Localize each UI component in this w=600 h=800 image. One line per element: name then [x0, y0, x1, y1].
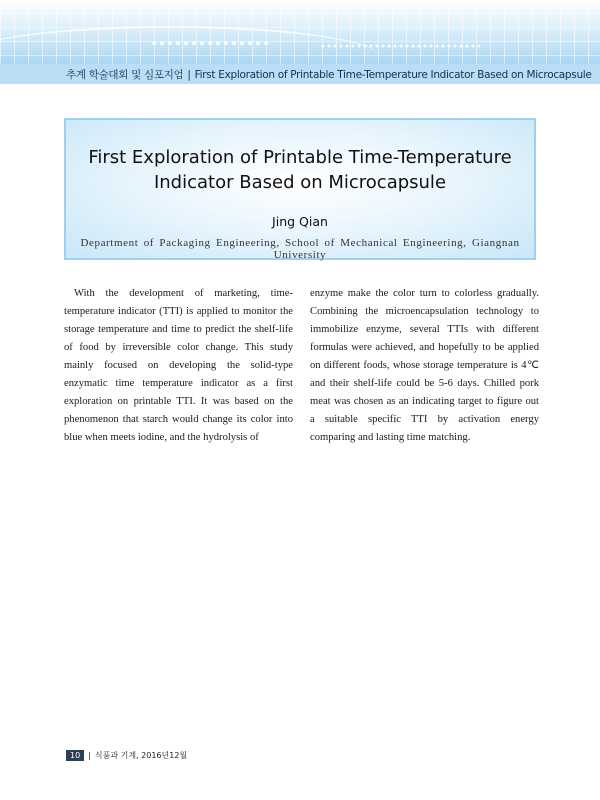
page-footer	[66, 748, 187, 762]
abstract-column-right: enzyme make the color turn to colorless gradually. Combining the microencapsulation technology to immobilize enzyme, several TTIs with different formulas were achieved, and hopefully to be applied on different foods, whose storage temperature is 4℃ and their shelf-life could be 5-6 days. Chilled pork meat was chosen as an indicating target to figure out a suitable specific TTI by activation energy comparing and lasting time matching.	[310, 288, 539, 443]
paper-title-line-2: Indicator Based on Microcapsule	[153, 172, 447, 193]
banner-dots-secondary	[320, 44, 480, 48]
footer-separator: |	[88, 750, 91, 760]
banner-dots	[150, 40, 270, 46]
page-number: 10	[66, 750, 84, 761]
header-english-title: First Exploration of Printable Time-Temperature Indicator Based on Microcapsule	[194, 68, 592, 81]
abstract-column-left: With the development of marketing, time-temperature indicator (TTI) is applied to monitor the storage temperature and time to predict the shelf-life of food by irreversible color change. This study mainly focused on developing the solid-type enzymatic time temperature indicator as a first exploration on printable TTI. It was based on the phenomenon that starch would change its color into blue when meets iodine, and the hydrolysis of	[64, 288, 293, 443]
author-affiliation: Department of Packaging Engineering, School of Mechanical Engineering, Giangnan University	[80, 237, 520, 261]
title-box	[64, 118, 536, 260]
header-banner	[0, 0, 600, 64]
journal-info: 식품과 기계, 2016년12월	[94, 750, 188, 760]
author-name: Jing Qian	[272, 214, 328, 229]
header-korean-title: 추계 학술대회 및 심포지엄	[66, 68, 184, 81]
paper-title-line-1: First Exploration of Printable Time-Temperature	[88, 147, 512, 168]
header-separator: |	[187, 68, 191, 81]
running-header	[0, 64, 600, 84]
paper-title	[66, 145, 534, 195]
running-header-text	[66, 67, 592, 82]
